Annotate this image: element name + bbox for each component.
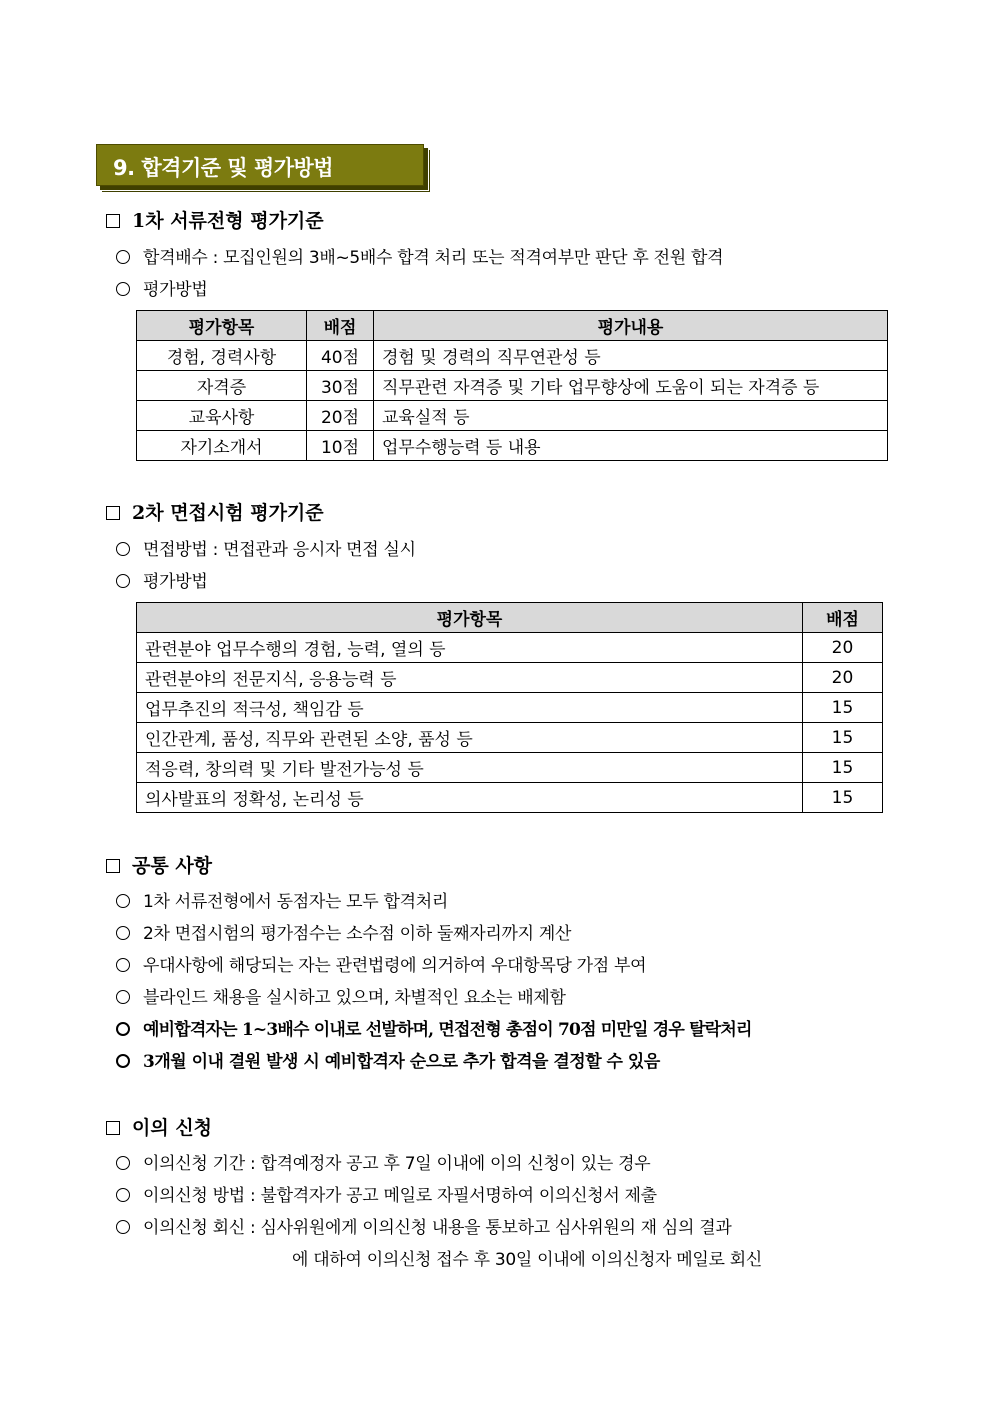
circle-bullet-icon: [116, 894, 130, 908]
table-cell: 10점: [307, 431, 374, 461]
s3-item-emphasis: 3개월 이내 결원 발생 시 예비합격자 순으로 추가 합격을 결정할 수 있음: [116, 1047, 660, 1072]
s2-evaluation-table: [136, 602, 883, 813]
table-cell: 40점: [307, 341, 374, 371]
s3-item: 블라인드 채용을 실시하고 있으며, 차별적인 요소는 배제함: [116, 983, 566, 1008]
checkbox-square-icon: [106, 859, 120, 873]
table-row: [137, 723, 883, 753]
table-row: [137, 783, 883, 813]
circle-bullet-icon: [116, 574, 130, 588]
table-cell: 20: [803, 663, 883, 693]
table-cell: 의사발표의 정확성, 논리성 등: [137, 783, 803, 813]
table-row: [137, 371, 888, 401]
table-cell: 자격증: [137, 371, 307, 401]
table-cell: 관련분야의 전문지식, 응용능력 등: [137, 663, 803, 693]
table-cell: 적응력, 창의력 및 기타 발전가능성 등: [137, 753, 803, 783]
s1-item: 합격배수 : 모집인원의 3배~5배수 합격 처리 또는 적격여부만 판단 후 전원 합격: [116, 243, 723, 268]
table-header-row: [137, 603, 883, 633]
table-header: 배점: [803, 603, 883, 633]
table-cell: 15: [803, 783, 883, 813]
circle-bullet-icon: [116, 1156, 130, 1170]
s2-item: 면접방법 : 면접관과 응시자 면접 실시: [116, 535, 416, 560]
s4-continuation: 에 대하여 이의신청 접수 후 30일 이내에 이의신청자 메일로 회신: [292, 1250, 763, 1270]
table-row: [137, 663, 883, 693]
circle-bullet-icon: [116, 1022, 130, 1036]
s4-item: 이의신청 회신 : 심사위원에게 이의신청 내용을 통보하고 심사위원의 재 심의 결과: [116, 1213, 732, 1238]
circle-bullet-icon: [116, 542, 130, 556]
table-row: [137, 753, 883, 783]
checkbox-square-icon: [106, 214, 120, 228]
table-row: [137, 431, 888, 461]
circle-bullet-icon: [116, 958, 130, 972]
table-cell: 15: [803, 693, 883, 723]
s1-item: 평가방법: [116, 275, 208, 300]
circle-bullet-icon: [116, 282, 130, 296]
table-cell: 15: [803, 753, 883, 783]
table-row: [137, 341, 888, 371]
s1-heading: 1차 서류전형 평가기준: [106, 206, 324, 233]
circle-bullet-icon: [116, 1054, 130, 1068]
circle-bullet-icon: [116, 1220, 130, 1234]
checkbox-square-icon: [106, 506, 120, 520]
section-title: 9. 합격기준 및 평가방법: [113, 156, 334, 180]
section-title-box: [96, 144, 424, 186]
table-row: [137, 693, 883, 723]
table-cell: 업무수행능력 등 내용: [374, 431, 888, 461]
table-header: 평가내용: [374, 311, 888, 341]
table-row: [137, 401, 888, 431]
s2-item: 평가방법: [116, 567, 208, 592]
s3-heading: 공통 사항: [106, 851, 212, 878]
table-cell: 관련분야 업무수행의 경험, 능력, 열의 등: [137, 633, 803, 663]
table-cell: 업무추진의 적극성, 책임감 등: [137, 693, 803, 723]
table-cell: 20점: [307, 401, 374, 431]
table-cell: 교육사항: [137, 401, 307, 431]
s4-item: 이의신청 방법 : 불합격자가 공고 메일로 자필서명하여 이의신청서 제출: [116, 1181, 657, 1206]
table-header: 평가항목: [137, 603, 803, 633]
table-cell: 교육실적 등: [374, 401, 888, 431]
checkbox-square-icon: [106, 1121, 120, 1135]
s3-item: 1차 서류전형에서 동점자는 모두 합격처리: [116, 887, 448, 912]
circle-bullet-icon: [116, 926, 130, 940]
table-header: 배점: [307, 311, 374, 341]
table-cell: 30점: [307, 371, 374, 401]
s3-item: 우대사항에 해당되는 자는 관련법령에 의거하여 우대항목당 가점 부여: [116, 951, 646, 976]
table-cell: 경험, 경력사항: [137, 341, 307, 371]
table-cell: 경험 및 경력의 직무연관성 등: [374, 341, 888, 371]
s2-heading: 2차 면접시험 평가기준: [106, 498, 324, 525]
table-cell: 인간관계, 품성, 직무와 관련된 소양, 품성 등: [137, 723, 803, 753]
circle-bullet-icon: [116, 990, 130, 1004]
table-header: 평가항목: [137, 311, 307, 341]
s4-heading: 이의 신청: [106, 1113, 212, 1140]
s3-item-emphasis: 예비합격자는 1~3배수 이내로 선발하며, 면접전형 총점이 70점 미만일 경우 탈락처리: [116, 1015, 752, 1040]
s1-evaluation-table: [136, 310, 888, 461]
table-cell: 15: [803, 723, 883, 753]
s3-item: 2차 면접시험의 평가점수는 소수점 이하 둘째자리까지 계산: [116, 919, 571, 944]
table-cell: 자기소개서: [137, 431, 307, 461]
s4-item: 이의신청 기간 : 합격예정자 공고 후 7일 이내에 이의 신청이 있는 경우: [116, 1149, 650, 1174]
table-header-row: [137, 311, 888, 341]
table-cell: 직무관련 자격증 및 기타 업무향상에 도움이 되는 자격증 등: [374, 371, 888, 401]
circle-bullet-icon: [116, 1188, 130, 1202]
circle-bullet-icon: [116, 250, 130, 264]
table-cell: 20: [803, 633, 883, 663]
table-row: [137, 633, 883, 663]
